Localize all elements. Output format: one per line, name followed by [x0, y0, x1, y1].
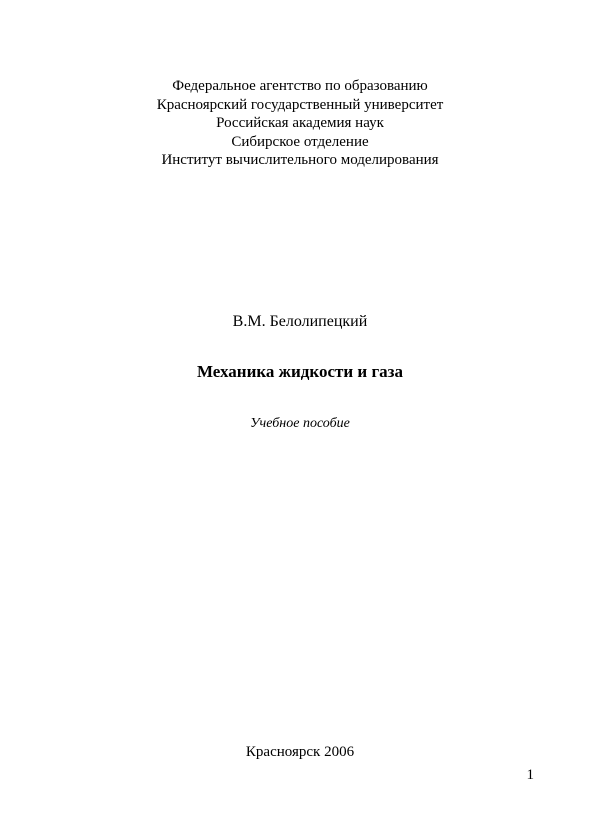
header-line-institute: Институт вычислительного моделирования	[161, 152, 439, 168]
header-line-academy: Российская академия наук	[216, 115, 384, 131]
header-line-university: Красноярский государственный университет	[156, 96, 444, 113]
city-year: Красноярск 2006	[245, 744, 355, 760]
page-number: 1	[526, 767, 534, 783]
header-line-branch: Сибирское отделение	[231, 133, 369, 150]
document-subtitle: Учебное пособие	[250, 416, 350, 431]
document-title: Механика жидкости и газа	[196, 362, 403, 381]
institution-header	[0, 77, 600, 170]
header-line-agency: Федеральное агентство по образованию	[172, 78, 428, 94]
author-name: В.М. Белолипецкий	[232, 313, 368, 330]
